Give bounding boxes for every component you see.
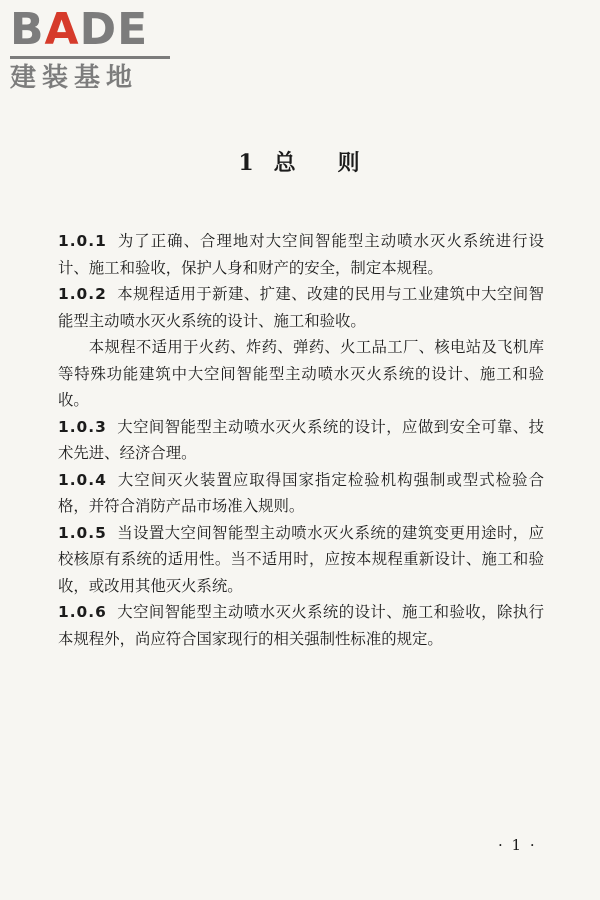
clause-number: 1.0.1 <box>58 232 107 250</box>
clause-1-0-5 <box>58 520 544 600</box>
clause-number: 1.0.6 <box>58 603 107 621</box>
logo-mark-suffix: DE <box>79 4 149 55</box>
clause-number: 1.0.2 <box>58 285 107 303</box>
clause-1-0-4 <box>58 467 544 520</box>
clause-number: 1.0.4 <box>58 470 107 489</box>
logo-mark-prefix: B <box>10 4 45 55</box>
clause-text: 为了正确、合理地对大空间智能型主动喷水灭火系统进行设计、施工和验收，保护人身和财产的安全，制定本规程。 <box>58 232 544 277</box>
chapter-title-part2: 则 <box>337 150 362 176</box>
clause-1-0-3 <box>58 414 544 467</box>
clause-1-0-1 <box>58 228 544 281</box>
document-body <box>58 228 544 652</box>
brand-logo <box>10 6 180 93</box>
logo-mark-accent: A <box>44 4 80 55</box>
page-number: · 1 · <box>498 836 537 854</box>
clause-text: 本规程不适用于火药、炸药、弹药、火工品工厂、核电站及飞机库等特殊功能建筑中大空间智能型主动喷水灭火系统的设计、施工和验收。 <box>58 338 544 409</box>
clause-text: 当设置大空间智能型主动喷水灭火系统的建筑变更用途时，应校核原有系统的适用性。当不适用时，应按本规程重新设计、施工和验收，或改用其他灭火系统。 <box>58 523 544 595</box>
clause-1-0-6 <box>58 599 544 652</box>
clause-text: 大空间灭火装置应取得国家指定检验机构强制或型式检验合格，并符合消防产品市场准入规则。 <box>58 470 544 515</box>
clause-text: 本规程适用于新建、扩建、改建的民用与工业建筑中大空间智能型主动喷水灭火系统的设计、施工和验收。 <box>58 285 544 330</box>
chapter-title-part1: 总 <box>273 150 298 176</box>
logo-divider <box>10 56 170 59</box>
clause-text: 大空间智能型主动喷水灭火系统的设计、施工和验收，除执行本规程外，尚应符合国家现行的相关强制性标准的规定。 <box>58 603 544 648</box>
clause-text: 大空间智能型主动喷水灭火系统的设计，应做到安全可靠、技术先进、经济合理。 <box>58 417 544 462</box>
clause-1-0-2 <box>58 281 544 334</box>
clause-1-0-2-continuation <box>58 334 544 414</box>
clause-number: 1.0.3 <box>58 417 107 436</box>
logo-subtitle: 建装基地 <box>10 63 139 93</box>
chapter-title <box>0 146 600 177</box>
clause-number: 1.0.5 <box>58 523 107 542</box>
chapter-number: 1 <box>238 150 256 176</box>
logo-wordmark <box>10 6 180 54</box>
